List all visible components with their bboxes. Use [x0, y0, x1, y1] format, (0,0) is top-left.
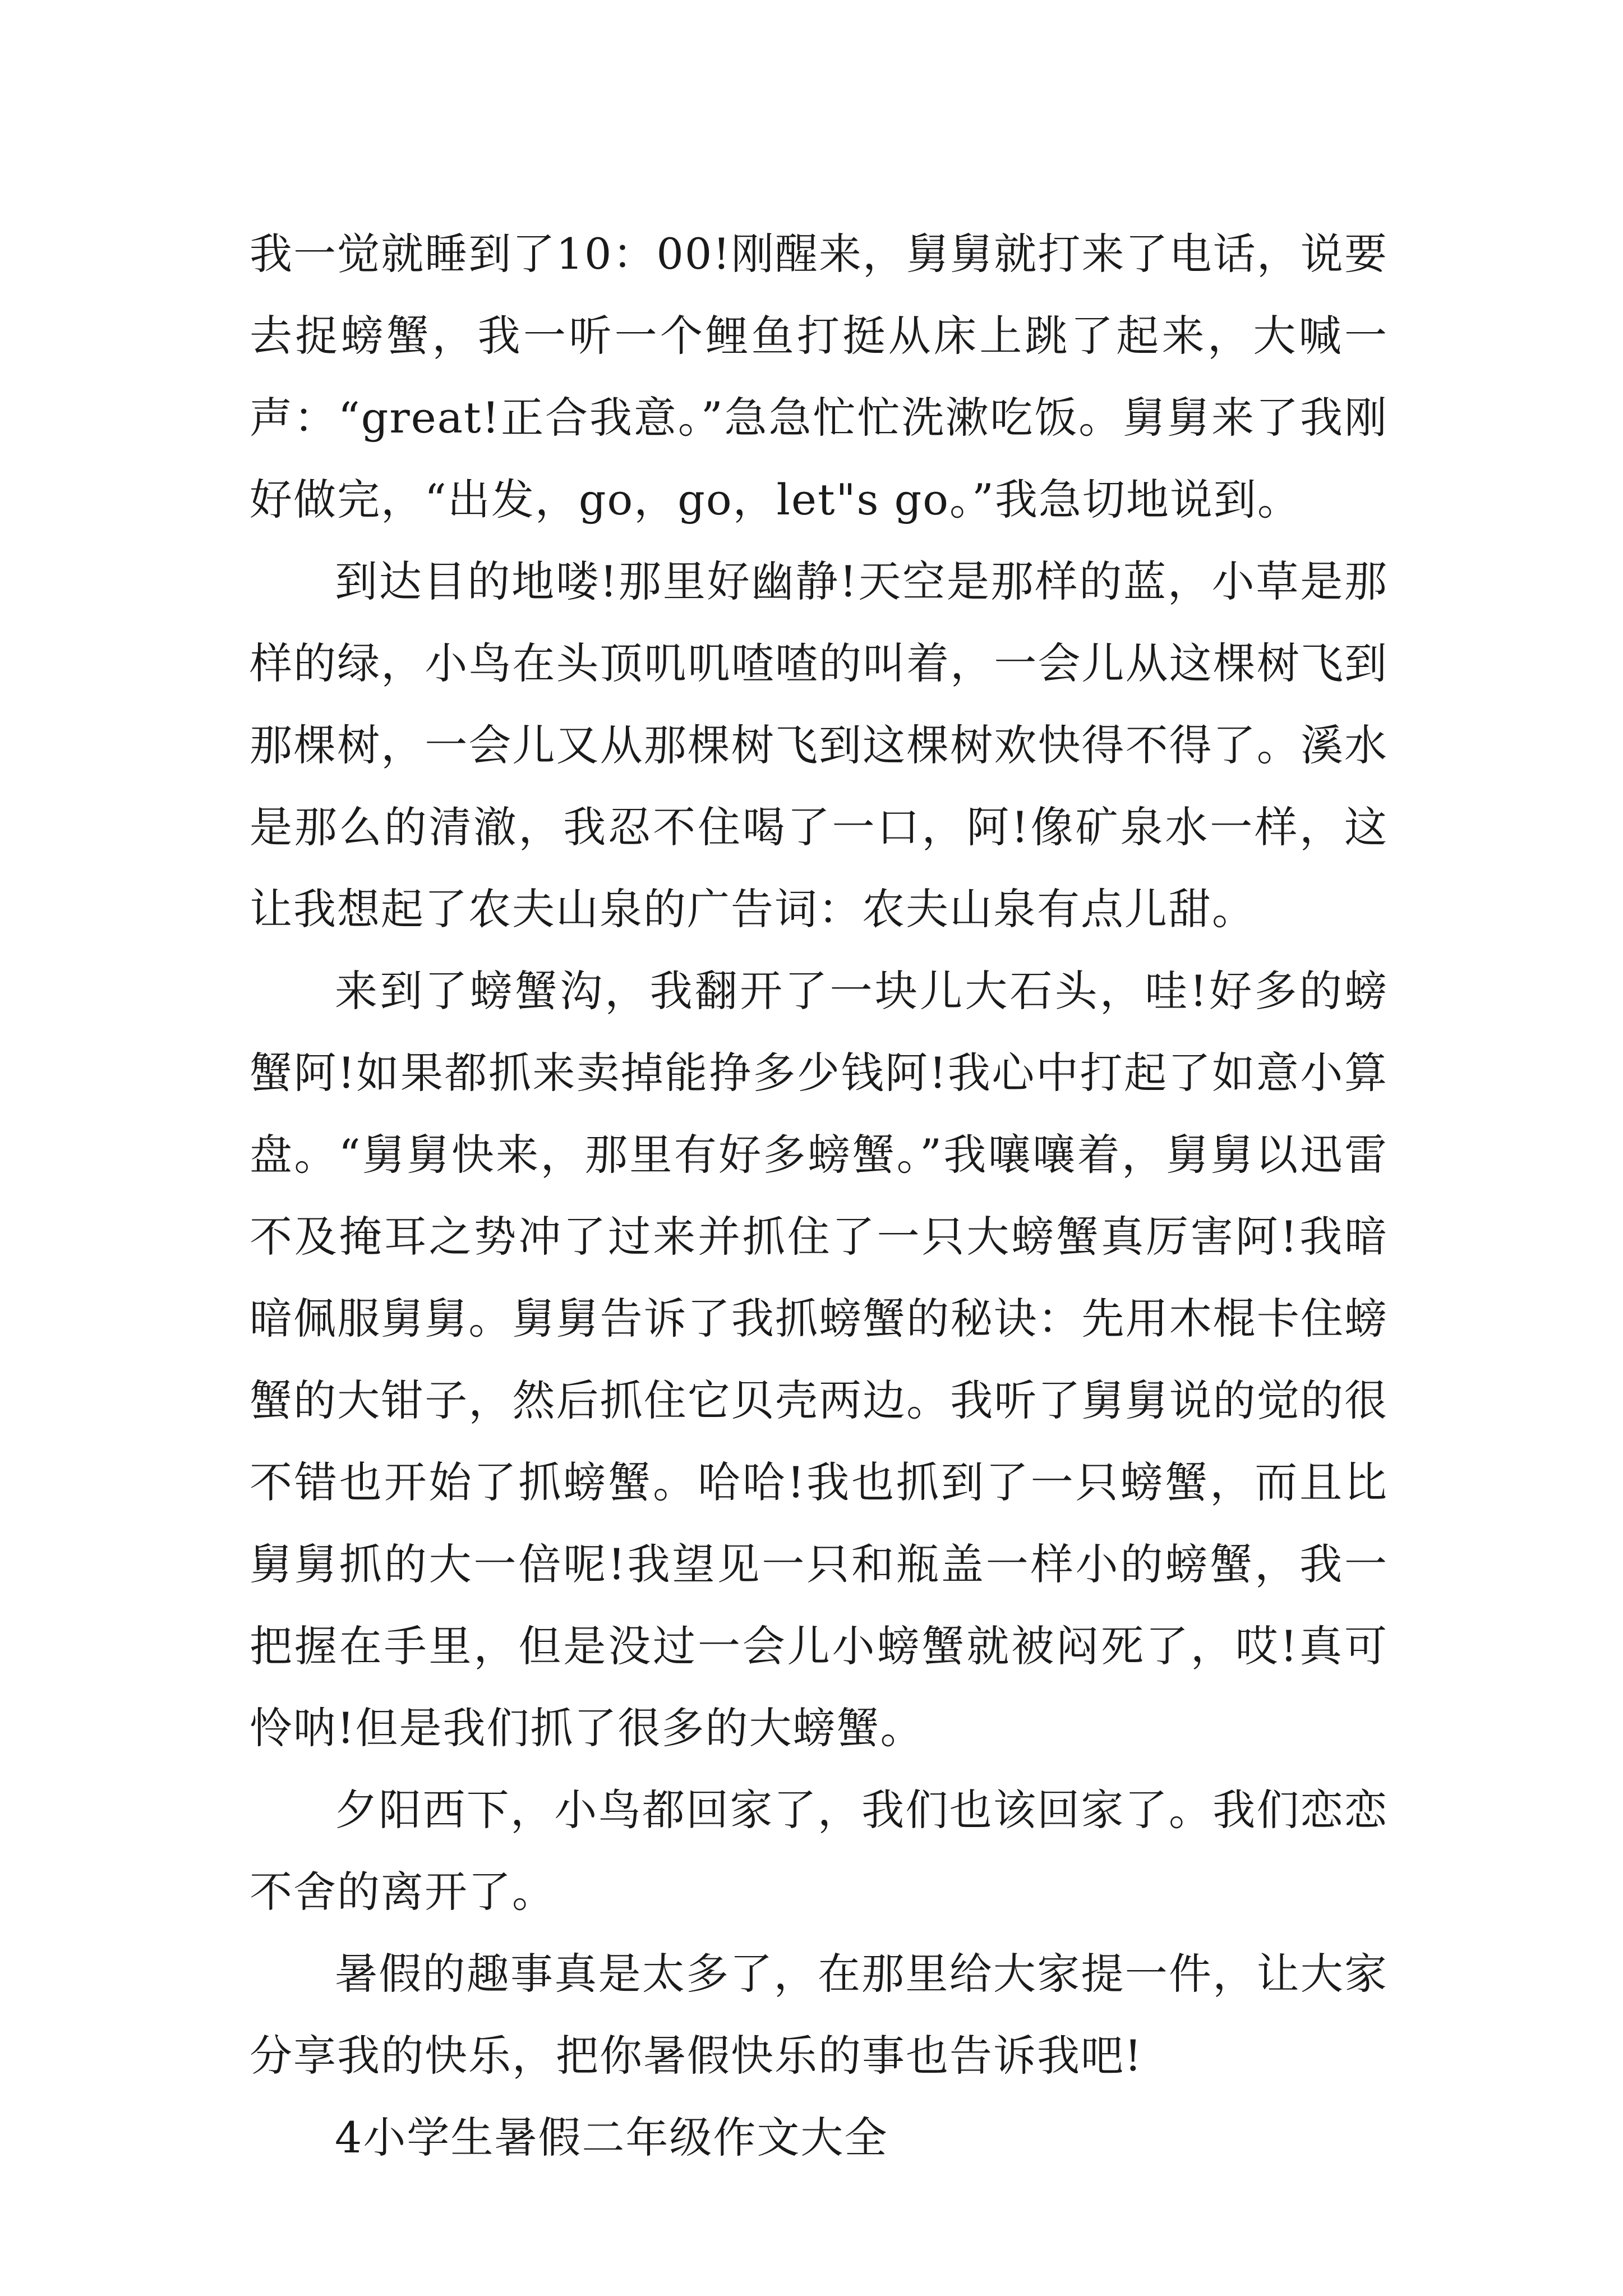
paragraph-2: 到达目的地喽!那里好幽静!天空是那样的蓝，小草是那样的绿，小鸟在头顶叽叽喳喳的叫着，一会儿从这棵树飞到那棵树，一会儿又从那棵树飞到这棵树欢快得不得了。溪水是那么的清澈，我忍不住喝了一口，阿!像矿泉水一样，这让我想起了农夫山泉的广告词：农夫山泉有点儿甜。: [250, 556, 1388, 934]
paragraph-5: 暑假的趣事真是太多了，在那里给大家提一件，让大家分享我的快乐，把你暑假快乐的事也告诉我吧!: [250, 1949, 1388, 2081]
document-body: [250, 213, 1388, 2179]
paragraph-3: 来到了螃蟹沟，我翻开了一块儿大石头，哇!好多的螃蟹阿!如果都抓来卖掉能挣多少钱阿!我心中打起了如意小算盘。“舅舅快来，那里有好多螃蟹。”我嚷嚷着，舅舅以迅雷不及掩耳之势冲了过来并抓住了一只大螃蟹真厉害阿!我暗暗佩服舅舅。舅舅告诉了我抓螃蟹的秘诀：先用木棍卡住螃蟹的大钳子，然后抓住它贝壳两边。我听了舅舅说的觉的很不错也开始了抓螃蟹。哈哈!我也抓到了一只螃蟹，而且比舅舅抓的大一倍呢!我望见一只和瓶盖一样小的螃蟹，我一把握在手里，但是没过一会儿小螃蟹就被闷死了，哎!真可怜呐!但是我们抓了很多的大螃蟹。: [250, 966, 1388, 1753]
paragraph-4: 夕阳西下，小鸟都回家了，我们也该回家了。我们恋恋不舍的离开了。: [250, 1785, 1388, 1917]
section-heading: 4小学生暑假二年级作文大全: [335, 2113, 888, 2162]
paragraph-1: 我一觉就睡到了10：00!刚醒来，舅舅就打来了电话，说要去捉螃蟹，我一听一个鲤鱼打挺从床上跳了起来，大喊一声：“great!正合我意。”急急忙忙洗漱吃饭。舅舅来了我刚好做完，“出发，go，go，let"s go。”我急切地说到。: [250, 229, 1388, 524]
